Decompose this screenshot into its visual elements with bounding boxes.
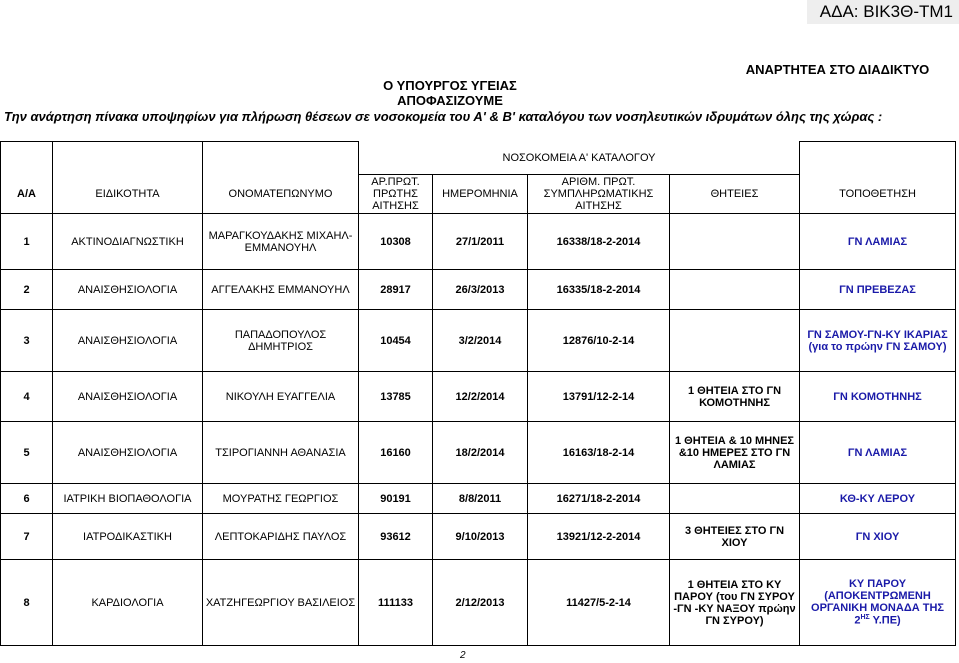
- row-specialty: ΚΑΡΔΙΟΛΟΓΙΑ: [53, 560, 203, 646]
- row-specialty: ΑΝΑΙΣΘΗΣΙΟΛΟΓΙΑ: [53, 270, 203, 310]
- row-positions: [670, 484, 800, 514]
- decision-word: ΑΠΟΦΑΣΙΖΟΥΜΕ: [397, 93, 503, 108]
- candidates-table: [0, 141, 956, 646]
- row-date: 12/2/2014: [433, 372, 528, 422]
- table-row: [1, 270, 956, 310]
- row-supplementary: 12876/10-2-14: [528, 310, 670, 372]
- table-header-row: [1, 175, 956, 214]
- row-positions: [670, 270, 800, 310]
- placement-text: ΚΥ ΠΑΡΟΥ (ΑΠΟΚΕΝΤΡΩΜΕΝΗ ΟΡΓΑΝΙΚΗ ΜΟΝΑΔΑ ΤΗΣ 2: [811, 578, 944, 627]
- row-positions: 3 ΘΗΤΕΙΕΣ ΣΤΟ ΓΝ ΧΙΟΥ: [670, 514, 800, 560]
- row-name: ΤΣΙΡΟΓΙΑΝΝΗ ΑΘΑΝΑΣΙΑ: [203, 422, 359, 484]
- minister-block: [300, 78, 600, 108]
- row-aa: 5: [1, 422, 53, 484]
- posting-notice: ΑΝΑΡΤΗΤΕΑ ΣΤΟ ΔΙΑΔΙΚΤΥΟ: [745, 62, 930, 77]
- row-supplementary: 11427/5-2-14: [528, 560, 670, 646]
- row-name: ΑΓΓΕΛΑΚΗΣ ΕΜΜΑΝΟΥΗΛ: [203, 270, 359, 310]
- row-specialty: ΑΚΤΙΝΟΔΙΑΓΝΩΣΤΙΚΗ: [53, 214, 203, 270]
- row-supplementary: 16163/18-2-14: [528, 422, 670, 484]
- row-specialty: ΑΝΑΙΣΘΗΣΙΟΛΟΓΙΑ: [53, 310, 203, 372]
- row-protocol: 13785: [359, 372, 433, 422]
- header-aa: Α/Α: [1, 175, 53, 214]
- minister-title: Ο ΥΠΟΥΡΓΟΣ ΥΓΕΙΑΣ: [383, 78, 517, 93]
- header-name: ΟΝΟΜΑΤΕΠΩΝΥΜΟ: [203, 175, 359, 214]
- row-protocol: 10308: [359, 214, 433, 270]
- table-row: [1, 422, 956, 484]
- row-name: ΧΑΤΖΗΓΕΩΡΓΙΟΥ ΒΑΣΙΛΕΙΟΣ: [203, 560, 359, 646]
- row-protocol: 16160: [359, 422, 433, 484]
- row-placement: ΓΝ ΠΡΕΒΕΖΑΣ: [800, 270, 956, 310]
- row-supplementary: 16271/18-2-2014: [528, 484, 670, 514]
- row-specialty: ΙΑΤΡΙΚΗ ΒΙΟΠΑΘΟΛΟΓΙΑ: [53, 484, 203, 514]
- row-aa: 7: [1, 514, 53, 560]
- header-placement: ΤΟΠΟΘΕΤΗΣΗ: [800, 175, 956, 214]
- row-name: ΛΕΠΤΟΚΑΡΙΔΗΣ ΠΑΥΛΟΣ: [203, 514, 359, 560]
- row-date: 8/8/2011: [433, 484, 528, 514]
- row-date: 3/2/2014: [433, 310, 528, 372]
- row-supplementary: 13791/12-2-14: [528, 372, 670, 422]
- row-protocol: 10454: [359, 310, 433, 372]
- row-positions: [670, 310, 800, 372]
- ada-stamp: ΑΔΑ: ΒΙΚ3Θ-ΤΜ1: [807, 0, 959, 24]
- row-placement: ΓΝ ΛΑΜΙΑΣ: [800, 422, 956, 484]
- announcement-text: Την ανάρτηση πίνακα υποψηφίων για πλήρωση θέσεων σε νοσοκομεία του Α' & Β' καταλόγου των νοσηλευτικών ιδρυμάτων όλης της χώρας :: [4, 109, 883, 124]
- row-placement: ΓΝ ΧΙΟΥ: [800, 514, 956, 560]
- row-placement: ΓΝ ΚΟΜΟΤΗΝΗΣ: [800, 372, 956, 422]
- row-name: ΜΟΥΡΑΤΗΣ ΓΕΩΡΓΙΟΣ: [203, 484, 359, 514]
- row-placement: [800, 560, 956, 646]
- table-row: [1, 514, 956, 560]
- row-supplementary: 16338/18-2-2014: [528, 214, 670, 270]
- row-date: 26/3/2013: [433, 270, 528, 310]
- row-date: 9/10/2013: [433, 514, 528, 560]
- row-name: ΠΑΠΑΔΟΠΟΥΛΟΣ ΔΗΜΗΤΡΙΟΣ: [203, 310, 359, 372]
- table-row: [1, 214, 956, 270]
- row-specialty: ΙΑΤΡΟΔΙΚΑΣΤΙΚΗ: [53, 514, 203, 560]
- page-number: 2: [460, 650, 466, 661]
- header-protocol: ΑΡ.ΠΡΩΤ. ΠΡΩΤΗΣ ΑΙΤΗΣΗΣ: [359, 175, 433, 214]
- row-date: 2/12/2013: [433, 560, 528, 646]
- row-name: ΜΑΡΑΓΚΟΥΔΑΚΗΣ ΜΙΧΑΗΛ-ΕΜΜΑΝΟΥΗΛ: [203, 214, 359, 270]
- row-aa: 4: [1, 372, 53, 422]
- row-placement: ΚΘ-ΚΥ ΛΕΡΟΥ: [800, 484, 956, 514]
- table-row: [1, 560, 956, 646]
- row-aa: 2: [1, 270, 53, 310]
- row-supplementary: 13921/12-2-2014: [528, 514, 670, 560]
- header-specialty: ΕΙΔΙΚΟΤΗΤΑ: [53, 175, 203, 214]
- table-caption: ΝΟΣΟΚΟΜΕΙΑ Α' ΚΑΤΑΛΟΓΟΥ: [359, 142, 800, 175]
- row-supplementary: 16335/18-2-2014: [528, 270, 670, 310]
- table-row: [1, 372, 956, 422]
- row-positions: [670, 214, 800, 270]
- header-date: ΗΜΕΡΟΜΗΝΙΑ: [433, 175, 528, 214]
- row-positions: 1 ΘΗΤΕΙΑ & 10 ΜΗΝΕΣ &10 ΗΜΕΡΕΣ ΣΤΟ ΓΝ ΛΑΜΙΑΣ: [670, 422, 800, 484]
- row-placement: ΓΝ ΣΑΜΟΥ-ΓΝ-ΚΥ ΙΚΑΡΙΑΣ (για το πρώην ΓΝ ΣΑΜΟΥ): [800, 310, 956, 372]
- row-specialty: ΑΝΑΙΣΘΗΣΙΟΛΟΓΙΑ: [53, 422, 203, 484]
- row-date: 27/1/2011: [433, 214, 528, 270]
- row-aa: 6: [1, 484, 53, 514]
- row-protocol: 90191: [359, 484, 433, 514]
- row-positions: 1 ΘΗΤΕΙΑ ΣΤΟ ΚΥ ΠΑΡΟΥ (του ΓΝ ΣΥΡΟΥ -ΓΝ -ΚΥ ΝΑΞΟΥ πρώην ΓΝ ΣΥΡΟΥ): [670, 560, 800, 646]
- row-positions: 1 ΘΗΤΕΙΑ ΣΤΟ ΓΝ ΚΟΜΟΤΗΝΗΣ: [670, 372, 800, 422]
- row-name: ΝΙΚΟΥΛΗ ΕΥΑΓΓΕΛΙΑ: [203, 372, 359, 422]
- row-placement: ΓΝ ΛΑΜΙΑΣ: [800, 214, 956, 270]
- row-protocol: 111133: [359, 560, 433, 646]
- row-specialty: ΑΝΑΙΣΘΗΣΙΟΛΟΓΙΑ: [53, 372, 203, 422]
- table-row: [1, 310, 956, 372]
- placement-tail: Υ.ΠΕ): [872, 614, 901, 627]
- row-aa: 3: [1, 310, 53, 372]
- header-supplementary: ΑΡΙΘΜ. ΠΡΩΤ. ΣΥΜΠΛΗΡΩΜΑΤΙΚΗΣ ΑΙΤΗΣΗΣ: [528, 175, 670, 214]
- placement-superscript: ΗΣ: [860, 614, 870, 622]
- row-aa: 1: [1, 214, 53, 270]
- header-positions: ΘΗΤΕΙΕΣ: [670, 175, 800, 214]
- table-row: [1, 484, 956, 514]
- row-protocol: 28917: [359, 270, 433, 310]
- row-date: 18/2/2014: [433, 422, 528, 484]
- row-protocol: 93612: [359, 514, 433, 560]
- row-aa: 8: [1, 560, 53, 646]
